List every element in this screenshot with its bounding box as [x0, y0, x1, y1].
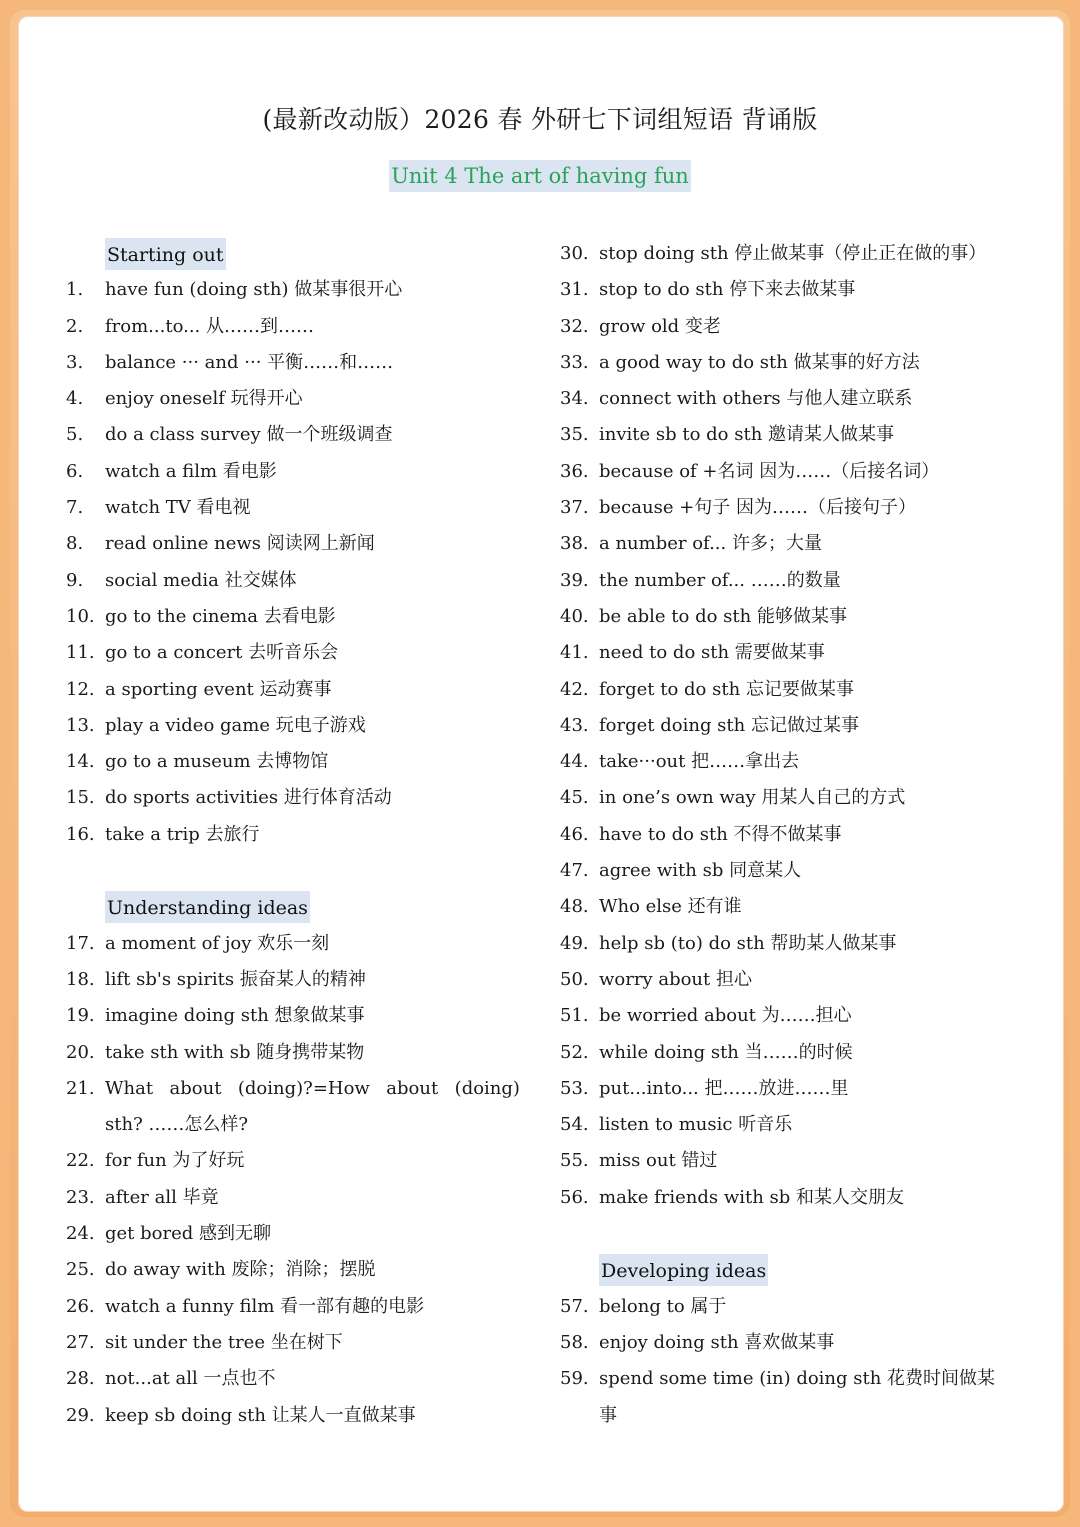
unit-heading: Unit 4 The art of having fun: [389, 160, 691, 192]
phrase-item: 39. the number of... ……的数量: [560, 569, 841, 591]
phrase-item: 17. a moment of joy 欢乐一刻: [66, 932, 330, 954]
phrase-item: 20. take sth with sb 随身携带某物: [66, 1041, 365, 1063]
phrase-item: 18. lift sb's spirits 振奋某人的精神: [66, 968, 366, 990]
phrase-item: 40. be able to do sth 能够做某事: [560, 605, 847, 627]
phrase-item: 34. connect with others 与他人建立联系: [560, 388, 913, 410]
phrase-item: 28. not...at all 一点也不: [66, 1368, 276, 1390]
phrase-item: 50. worry about 担心: [560, 968, 752, 990]
phrase-item: 9. social media 社交媒体: [66, 569, 297, 591]
phrase-item: 54. listen to music 听音乐: [560, 1114, 793, 1136]
phrase-item: 25. do away with 废除；消除；摆脱: [66, 1259, 376, 1281]
right-column: [554, 236, 1024, 1434]
phrase-item: 15. do sports activities 进行体育活动: [66, 787, 392, 809]
phrase-item: 33. a good way to do sth 做某事的好方法: [560, 351, 920, 373]
phrase-item: 52. while doing sth 当……的时候: [560, 1041, 853, 1063]
phrase-item: 35. invite sb to do sth 邀请某人做某事: [560, 424, 895, 446]
phrase-item-continued: 事: [599, 1404, 617, 1426]
phrase-item: 32. grow old 变老: [560, 315, 721, 337]
phrase-item: 53. put...into... 把……放进……里: [560, 1077, 849, 1099]
phrase-item: 4. enjoy oneself 玩得开心: [66, 388, 303, 410]
phrase-item: 55. miss out 错过: [560, 1150, 718, 1172]
phrase-item: 46. have to do sth 不得不做某事: [560, 823, 842, 845]
phrase-item: 12. a sporting event 运动赛事: [66, 678, 332, 700]
phrase-item: 37. because +句子 因为……（后接句子）: [560, 497, 916, 519]
document-title: (最新改动版）2026 春 外研七下词组短语 背诵版: [262, 105, 818, 134]
phrase-item: 31. stop to do sth 停下来去做某事: [560, 279, 856, 301]
phrase-item: 42. forget to do sth 忘记要做某事: [560, 678, 854, 700]
phrase-item: 48. Who else 还有谁: [560, 896, 742, 918]
phrase-item: 56. make friends with sb 和某人交朋友: [560, 1186, 905, 1208]
phrase-item: 8. read online news 阅读网上新闻: [66, 533, 375, 555]
phrase-item-continued: sth? ……怎么样?: [105, 1114, 249, 1136]
phrase-item: 41. need to do sth 需要做某事: [560, 642, 825, 664]
section-heading: Starting out: [60, 236, 528, 272]
phrase-item: 30. stop doing sth 停止做某事（停止正在做的事）: [560, 243, 987, 264]
phrase-item: 47. agree with sb 同意某人: [560, 860, 802, 882]
section-heading: Understanding ideas: [60, 889, 528, 925]
phrase-item: 19. imagine doing sth 想象做某事: [66, 1005, 365, 1027]
phrase-item: 23. after all 毕竟: [66, 1186, 219, 1208]
phrase-item: 11. go to a concert 去听音乐会: [66, 642, 339, 664]
phrase-item: 13. play a video game 玩电子游戏: [66, 714, 366, 736]
phrase-item: 59. spend some time (in) doing sth 花费时间做某: [560, 1368, 996, 1390]
phrase-item: 22. for fun 为了好玩: [66, 1150, 245, 1172]
phrase-item: 21. What about (doing)?=How about (doing): [66, 1077, 520, 1099]
phrase-item: 57. belong to 属于: [560, 1295, 727, 1317]
phrase-item: 38. a number of... 许多；大量: [560, 533, 822, 555]
phrase-item: 36. because of +名词 因为……（后接名词）: [560, 460, 940, 482]
phrase-item: 58. enjoy doing sth 喜欢做某事: [560, 1331, 835, 1353]
phrase-item: 7. watch TV 看电视: [66, 497, 251, 519]
section-heading: Developing ideas: [554, 1252, 1024, 1288]
phrase-item: 5. do a class survey 做一个班级调查: [66, 424, 393, 446]
phrase-item: 2. from...to... 从……到……: [66, 315, 314, 337]
phrase-item: 1. have fun (doing sth) 做某事很开心: [66, 279, 403, 301]
phrase-item: 49. help sb (to) do sth 帮助某人做某事: [560, 932, 897, 954]
phrase-item: 6. watch a film 看电影: [66, 460, 277, 482]
phrase-item: 26. watch a funny film 看一部有趣的电影: [66, 1295, 425, 1317]
phrase-item: 43. forget doing sth 忘记做过某事: [560, 714, 859, 736]
phrase-item: 29. keep sb doing sth 让某人一直做某事: [66, 1404, 416, 1426]
phrase-item: 24. get bored 感到无聊: [66, 1223, 271, 1245]
phrase-item: 45. in one’s own way 用某人自己的方式: [560, 787, 906, 809]
left-column: [60, 236, 528, 1434]
phrase-item: 51. be worried about 为……担心: [560, 1005, 852, 1027]
phrase-item: 16. take a trip 去旅行: [66, 823, 260, 845]
phrase-item: 14. go to a museum 去博物馆: [66, 751, 329, 773]
phrase-item: 10. go to the cinema 去看电影: [66, 605, 336, 627]
phrase-item: 3. balance ··· and ··· 平衡……和……: [66, 351, 394, 373]
phrase-item: 44. take···out 把……拿出去: [560, 751, 800, 773]
phrase-item: 27. sit under the tree 坐在树下: [66, 1331, 343, 1353]
